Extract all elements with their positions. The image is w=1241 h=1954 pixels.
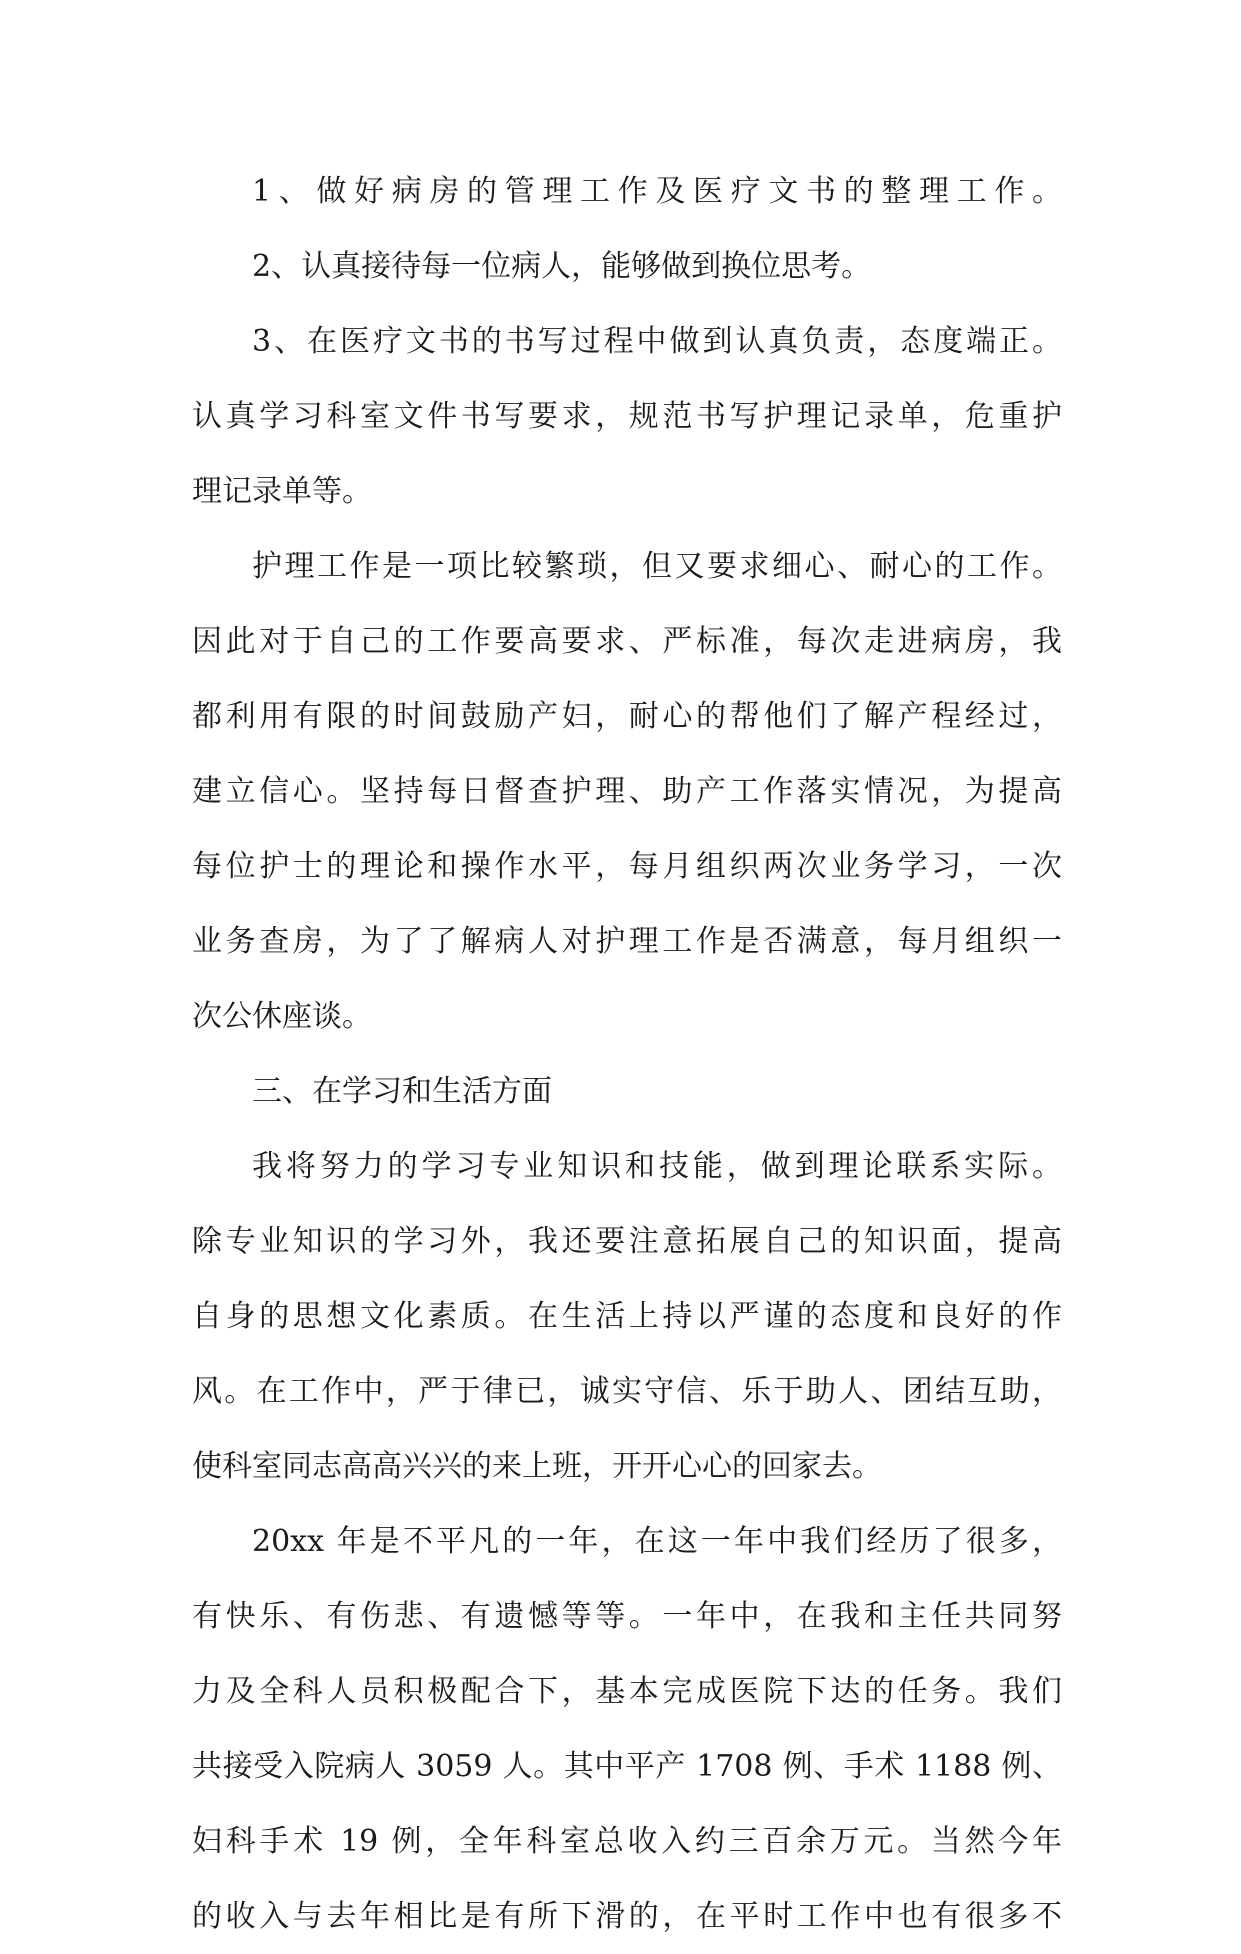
text-line: 认真学习科室文件书写要求，规范书写护理记录单，危重护 bbox=[192, 399, 1062, 434]
text-line: 2、认真接待每一位病人，能够做到换位思考。 bbox=[252, 249, 872, 284]
text-line: 除专业知识的学习外，我还要注意拓展自己的知识面，提高 bbox=[192, 1224, 1062, 1259]
text-line: 自身的思想文化素质。在生活上持以严谨的态度和良好的作 bbox=[192, 1299, 1062, 1334]
text-line: 共接受入院病人 3059 人。其中平产 1708 例、手术 1188 例、 bbox=[192, 1749, 1062, 1784]
text-line: 都利用有限的时间鼓励产妇，耐心的帮他们了解产程经过， bbox=[192, 699, 1062, 734]
text-line: 建立信心。坚持每日督查护理、助产工作落实情况，为提高 bbox=[192, 774, 1062, 809]
text-line: 因此对于自己的工作要高要求、严标准，每次走进病房，我 bbox=[192, 624, 1062, 659]
text-line: 有快乐、有伤悲、有遗憾等等。一年中，在我和主任共同努 bbox=[192, 1599, 1062, 1634]
text-line: 的收入与去年相比是有所下滑的，在平时工作中也有很多不 bbox=[192, 1899, 1062, 1934]
text-line: 护理工作是一项比较繁琐，但又要求细心、耐心的工作。 bbox=[252, 549, 1062, 584]
text-line: 理记录单等。 bbox=[192, 474, 372, 509]
text-line: 我将努力的学习专业知识和技能，做到理论联系实际。 bbox=[252, 1149, 1062, 1184]
text-line: 力及全科人员积极配合下，基本完成医院下达的任务。我们 bbox=[192, 1674, 1062, 1709]
section-heading: 三、在学习和生活方面 bbox=[252, 1074, 552, 1109]
text-line: 1、做好病房的管理工作及医疗文书的整理工作。 bbox=[252, 174, 1062, 209]
text-line: 使科室同志高高兴兴的来上班，开开心心的回家去。 bbox=[192, 1449, 882, 1484]
text-line: 妇科手术 19 例，全年科室总收入约三百余万元。当然今年 bbox=[192, 1824, 1062, 1859]
document-body bbox=[192, 154, 1062, 1954]
text-line: 次公休座谈。 bbox=[192, 999, 372, 1034]
text-line: 3、在医疗文书的书写过程中做到认真负责，态度端正。 bbox=[252, 324, 1062, 359]
text-line: 业务查房，为了了解病人对护理工作是否满意，每月组织一 bbox=[192, 924, 1062, 959]
text-line: 风。在工作中，严于律已，诚实守信、乐于助人、团结互助， bbox=[192, 1374, 1062, 1409]
text-line: 每位护士的理论和操作水平，每月组织两次业务学习，一次 bbox=[192, 849, 1062, 884]
text-line: 20xx 年是不平凡的一年，在这一年中我们经历了很多， bbox=[252, 1524, 1062, 1559]
